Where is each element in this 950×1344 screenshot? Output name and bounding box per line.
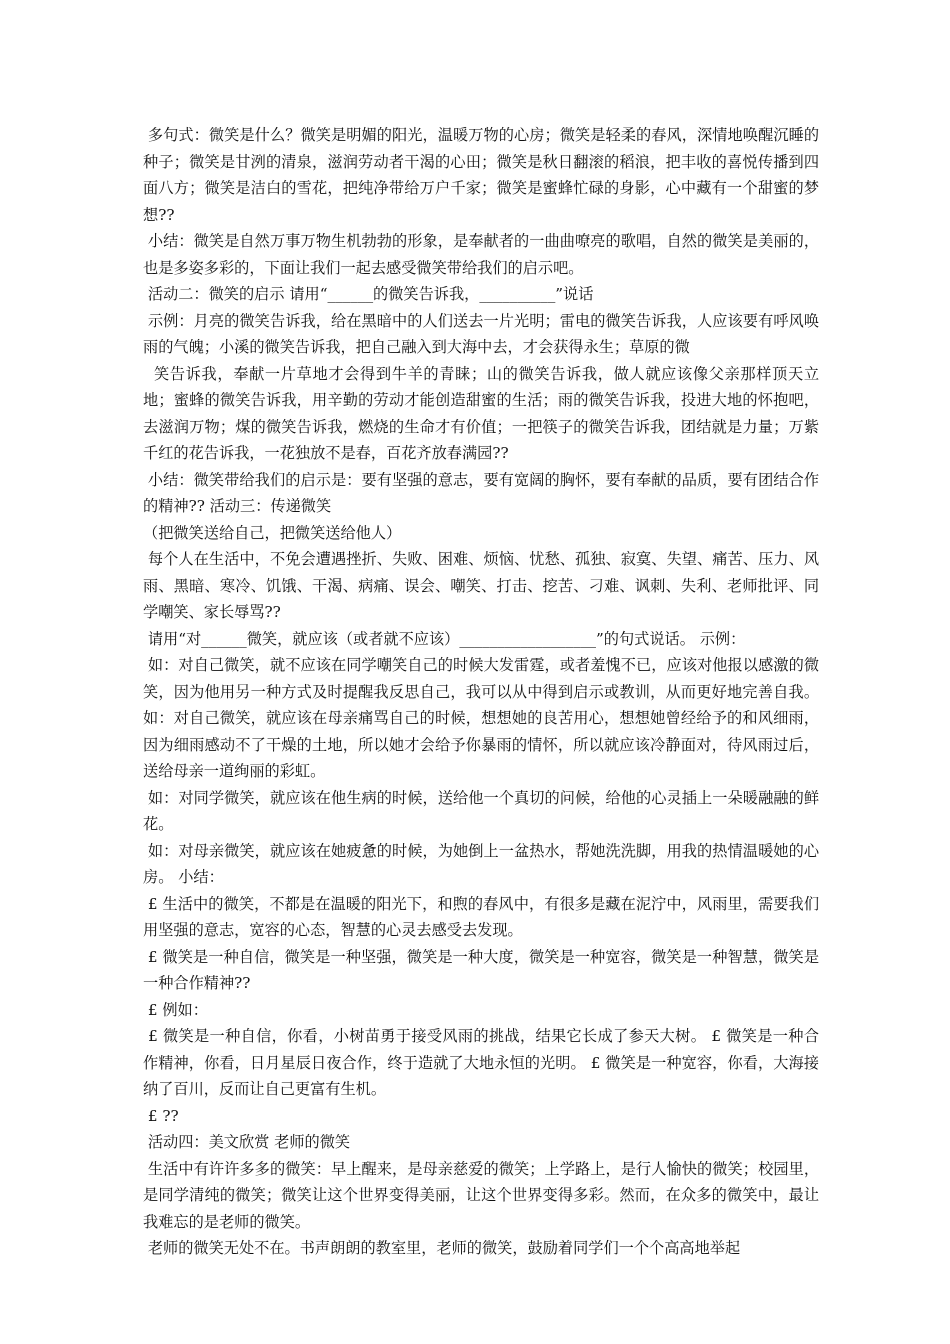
paragraph-setbacks: 每个人在生活中，不免会遭遇挫折、失败、困难、烦恼、忧愁、孤独、寂寞、失望、痛苦、压力、风雨、黑暗、寒冷、饥饿、干渴、病痛、误会、嘲笑、打击、挖苦、刁难、讽刺、失利、老师批评、同学嘲笑、家长辱骂?? <box>143 550 820 621</box>
paragraph-activity-2: 活动二：微笑的启示 请用“______的微笑告诉我，__________”说话 <box>143 285 594 303</box>
paragraph-metaphors: 多句式：微笑是什么？微笑是明媚的阳光，温暖万物的心房；微笑是轻柔的春风，深情地唤醒沉睡的种子；微笑是甘洌的清泉，滋润劳动者干渴的心田；微笑是秋日翻滚的稻浪，把丰收的喜悦传播到四面八方；微笑是洁白的雪花，把纯净带给万户千家；微笑是蜜蜂忙碌的身影，心中藏有一个甜蜜的梦想?? <box>143 126 820 224</box>
bullet-item-1: £ 生活中的微笑，不都是在温暖的阳光下，和煦的春风中，有很多是藏在泥泞中，风雨里，需要我们用坚强的意志，宽容的心态，智慧的心灵去感受去发现。 <box>143 894 820 939</box>
paragraph-summary-1: 小结：微笑是自然万事万物生机勃勃的形象，是奉献者的一曲曲嘹亮的歌唱，自然的微笑是美丽的，也是多姿多彩的，下面让我们一起去感受微笑带给我们的启示吧。 <box>143 232 820 277</box>
bullet-item-5: £ ?? <box>143 1106 179 1125</box>
paragraph-example-2: 笑告诉我，奉献一片草地才会得到牛羊的青睐；山的微笑告诉我，做人就应该像父亲那样顶天立地；蜜蜂的微笑告诉我，用辛勤的劳动才能创造甜蜜的生活；雨的微笑告诉我，投进大地的怀抱吧，去滋润万物；煤的微笑告诉我，燃烧的生命才有价值；一把筷子的微笑告诉我，团结就是力量；万紫千红的花告诉我，一花独放不是春，百花齐放春满园?? <box>143 364 820 462</box>
paragraph-essay-1: 生活中有许许多多的微笑：早上醒来，是母亲慈爱的微笑；上学路上，是行人愉快的微笑；校园里，是同学清纯的微笑；微笑让这个世界变得美丽，让这个世界变得多彩。然而，在众多的微笑中，最让我难忘的是老师的微笑。 <box>143 1159 820 1231</box>
paragraph-activity-3-sub: （把微笑送给自己，把微笑送给他人） <box>143 523 402 542</box>
document-body <box>143 122 824 1262</box>
bullet-item-4: £ 微笑是一种自信，你看，小树苗勇于接受风雨的挑战，结果它长成了参天大树。 £ 微笑是一种合作精神，你看，日月星辰日夜合作，终于造就了大地永恒的光明。 £ 微笑是一种宽容，你看，大海接纳了百川，反而让自己更富有生机。 <box>143 1027 820 1098</box>
bullet-item-2: £ 微笑是一种自信，微笑是一种坚强，微笑是一种大度，微笑是一种宽容，微笑是一种智慧，微笑是一种合作精神?? <box>143 947 820 992</box>
paragraph-sentence-pattern: 请用“对______微笑，就应该（或者就不应该）__________________”的句式说话。 示例： <box>143 629 746 648</box>
paragraph-example-mother: 如：对母亲微笑，就应该在她疲惫的时候，为她倒上一盆热水，帮她洗洗脚，用我的热情温暖她的心房。 小结： <box>143 841 820 886</box>
paragraph-activity-4: 活动四：美文欣赏 老师的微笑 <box>143 1133 351 1151</box>
paragraph-essay-2: 老师的微笑无处不在。书声朗朗的教室里，老师的微笑，鼓励着同学们一个个高高地举起 <box>143 1239 741 1257</box>
paragraph-example-self: 如：对自己微笑，就不应该在同学嘲笑自己的时候大发雷霆，或者羞愧不已，应该对他报以感激的微笑，因为他用另一种方式及时提醒我反思自己，我可以从中得到启示或教训，从而更好地完善自我。 如：对自己微笑，就应该在母亲痛骂自己的时候，想想她的良苦用心，想想她曾经给予的和风细雨，因为细雨感动不了干燥的土地，所以她才会给予你暴雨的情怀，所以就应该冷静面对，待风雨过后，送给母亲一道绚丽的彩虹。 <box>143 656 824 780</box>
paragraph-example-1: 示例：月亮的微笑告诉我，给在黑暗中的人们送去一片光明；雷电的微笑告诉我，人应该要有呼风唤雨的气魄；小溪的微笑告诉我，把自己融入到大海中去，才会获得永生；草原的微 <box>143 311 820 356</box>
bullet-item-3: £ 例如： <box>143 1000 208 1019</box>
paragraph-summary-2: 小结：微笑带给我们的启示是：要有坚强的意志，要有宽阔的胸怀，要有奉献的品质，要有团结合作的精神?? 活动三：传递微笑 <box>143 470 820 515</box>
paragraph-example-classmate: 如：对同学微笑，就应该在他生病的时候，送给他一个真切的问候，给他的心灵插上一朵暖融融的鲜花。 <box>143 788 820 833</box>
